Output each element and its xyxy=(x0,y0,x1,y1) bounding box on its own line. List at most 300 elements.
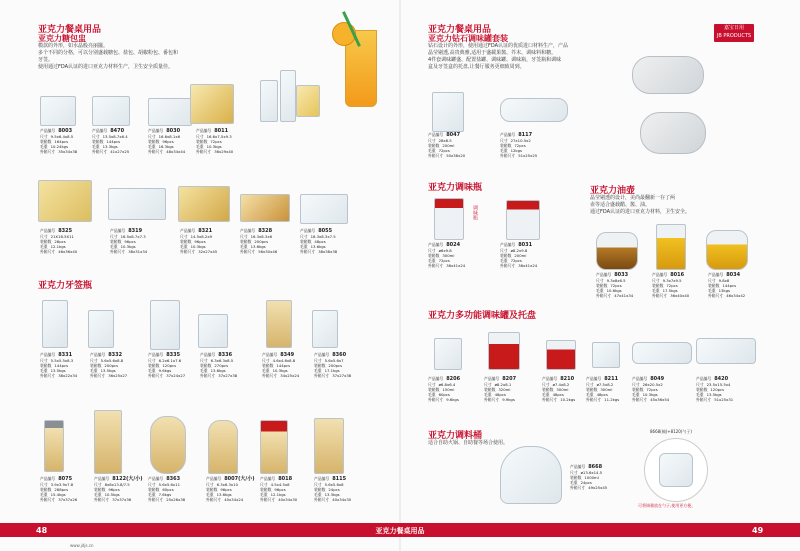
spec-label: 毛重 xyxy=(92,144,100,149)
spec-block-8363 xyxy=(148,476,185,502)
spec-value: 28x8.5 xyxy=(438,138,452,143)
spec-label: 尺寸 xyxy=(632,382,640,387)
spec-label: 产品编号 xyxy=(652,272,668,277)
spec-value: 9.5x6.4x8.5 xyxy=(50,134,74,139)
spec-value: 300ml xyxy=(556,387,569,392)
spec-row xyxy=(94,497,143,502)
spec-value: 12.1kgs xyxy=(50,244,66,249)
spec-row xyxy=(148,497,185,502)
spec-value: 48x34x44 xyxy=(166,149,186,154)
product-image-8016 xyxy=(656,224,686,270)
spec-value: 10.3kgs xyxy=(642,392,658,397)
spec-value: 8011 xyxy=(214,128,229,134)
spec-label: 产品编号 xyxy=(110,228,126,233)
spec-value: 46x36x40 xyxy=(58,249,78,254)
spec-value: 13.6kgs xyxy=(250,244,266,249)
spec-value: 24pcs xyxy=(580,480,592,485)
spec-value: 12.1kgs xyxy=(270,492,286,497)
spec-value: 8325 xyxy=(58,228,73,234)
product-image-8470 xyxy=(92,96,130,126)
spec-label: 产品编号 xyxy=(148,476,164,481)
desc-line: 盒及牙签盒的托盘,让餐厅服务更细致周到。 xyxy=(428,64,525,70)
bucket-combo-note: 可将调羹放在勺子,使用更方便。 xyxy=(638,503,696,508)
spec-value: 8335 xyxy=(166,352,181,358)
spec-row xyxy=(500,263,537,268)
spec-value: 13.5x8.7x6.4 xyxy=(102,134,128,139)
spec-label: 装箱数 xyxy=(542,387,554,392)
spec-row xyxy=(92,149,129,154)
spec-label: 外箱尺寸 xyxy=(148,149,164,154)
spec-label: 产品编号 xyxy=(40,128,56,133)
spec-value: 13.5kgs xyxy=(706,392,722,397)
spec-label: 产品编号 xyxy=(196,128,212,133)
spec-label: 装箱数 xyxy=(484,387,496,392)
product-image-8030 xyxy=(148,98,192,126)
spec-label: 产品编号 xyxy=(206,476,222,481)
website-url-left: www.jdjs.cn xyxy=(70,543,94,548)
spec-value: 72pcs xyxy=(514,143,526,148)
product-image-8210 xyxy=(546,340,576,370)
diamond-set-description xyxy=(428,43,568,71)
spec-value: 26x20.5x2 xyxy=(642,382,663,387)
spec-value: 40x34x30 xyxy=(332,497,352,502)
product-image-8047 xyxy=(432,92,464,132)
spec-label: 外箱尺寸 xyxy=(240,249,256,254)
product-image-8122 xyxy=(94,410,122,474)
spec-row xyxy=(206,497,255,502)
spec-block-8075 xyxy=(40,476,77,502)
spec-value: 6.3x6.3x10 xyxy=(216,482,238,487)
spec-block-8335 xyxy=(148,352,185,378)
page-number-right: 49 xyxy=(752,526,764,535)
footer-title: 亚克力餐桌用品 xyxy=(375,527,425,535)
spec-label: 毛重 xyxy=(314,368,322,373)
spec-block-8336 xyxy=(200,352,237,378)
spec-value: 4.6x4.6x8.8 xyxy=(272,358,296,363)
spec-value: 37x37x36 xyxy=(112,497,132,502)
spec-label: 装箱数 xyxy=(90,363,102,368)
spec-label: 尺寸 xyxy=(148,358,156,363)
product-image-8018 xyxy=(260,420,288,474)
spec-label: 尺寸 xyxy=(696,382,704,387)
spec-label: 尺寸 xyxy=(40,482,48,487)
spec-value: 8207 xyxy=(502,376,517,382)
seasoning-bucket-description: 适合自助火锅、自助餐等场合使用。 xyxy=(428,440,509,446)
spec-label: 尺寸 xyxy=(314,358,322,363)
spec-value: 56x30x46 xyxy=(258,249,278,254)
spec-value: 8319 xyxy=(128,228,143,234)
spec-label: 装箱数 xyxy=(40,139,52,144)
spec-value: 8210 xyxy=(560,376,575,382)
spec-value: 200pcs xyxy=(254,239,269,244)
spec-block-8470 xyxy=(92,128,129,154)
spec-value: 8336 xyxy=(218,352,233,358)
spec-label: 外箱尺寸 xyxy=(428,263,444,268)
product-image-8003 xyxy=(40,96,76,126)
product-image-8336 xyxy=(198,314,228,348)
spec-label: 毛重 xyxy=(94,492,102,497)
spec-value: 16.3x8.3x6 xyxy=(250,234,272,239)
spec-label: 毛重 xyxy=(240,244,248,249)
spec-value: ø7.5x8.2 xyxy=(596,382,614,387)
spec-value: 48pcs xyxy=(494,392,506,397)
spec-block-8047 xyxy=(428,132,465,158)
spec-value: 25x26x38 xyxy=(166,497,186,502)
spec-block-8328 xyxy=(240,228,277,254)
product-image-8075 xyxy=(44,420,64,472)
spec-label: 毛重 xyxy=(300,244,308,249)
spec-label: 尺寸 xyxy=(500,138,508,143)
spec-value: 8055 xyxy=(318,228,333,234)
spec-value: 9.3x7x9.5 xyxy=(662,278,682,283)
spec-value: 40x34x24 xyxy=(224,497,244,502)
spec-row xyxy=(196,149,233,154)
spec-label: 尺寸 xyxy=(484,382,492,387)
spec-label: 装箱数 xyxy=(200,363,212,368)
spec-block-8117 xyxy=(500,132,537,158)
desc-line: 通过FDA认证的进口亚克力材料，卫生安全。 xyxy=(590,209,691,215)
spec-label: 装箱数 xyxy=(314,363,326,368)
spec-label: 产品编号 xyxy=(40,476,56,481)
spec-label: 尺寸 xyxy=(40,134,48,139)
spec-label: 毛重 xyxy=(148,368,156,373)
spec-label: 装箱数 xyxy=(708,283,720,288)
spec-value: 8034 xyxy=(726,272,741,278)
spec-value: 27x10.5x2 xyxy=(510,138,531,143)
spec-value: 34x25x24 xyxy=(280,373,300,378)
spec-value: 18.3x8.3x7.5 xyxy=(310,234,336,239)
spec-label: 装箱数 xyxy=(632,387,644,392)
spec-row xyxy=(596,293,633,298)
spec-value: 9.6kgs xyxy=(158,368,172,373)
spec-value: 3.9x3.9x7.8 xyxy=(50,482,74,487)
spec-value: ø8.2x8.1 xyxy=(494,382,512,387)
spec-label: 尺寸 xyxy=(40,234,48,239)
spec-label: 产品编号 xyxy=(94,476,110,481)
spec-value: 5.6x5.6x8.8 xyxy=(100,358,124,363)
spec-row xyxy=(314,497,351,502)
spec-label: 尺寸 xyxy=(428,382,436,387)
spec-value: 16.6x8.1x6 xyxy=(158,134,180,139)
spec-label: 外箱尺寸 xyxy=(586,397,602,402)
spec-label: 产品编号 xyxy=(586,376,602,381)
spec-row xyxy=(200,373,237,378)
spec-label: 尺寸 xyxy=(652,278,660,283)
spec-label: 装箱数 xyxy=(428,253,440,258)
spec-label: 装箱数 xyxy=(148,487,160,492)
spec-value: 5.6x5.6x11 xyxy=(158,482,180,487)
spec-value: 96pcs xyxy=(220,487,232,492)
spec-label: 尺寸 xyxy=(240,234,248,239)
hero-sugar-box-image xyxy=(260,60,320,130)
spec-label: 装箱数 xyxy=(196,139,208,144)
spec-label: 尺寸 xyxy=(428,248,436,253)
spec-label: 尺寸 xyxy=(148,134,156,139)
spec-value: 16.3kgs xyxy=(158,144,174,149)
spec-label: 外箱尺寸 xyxy=(40,249,56,254)
spec-value: 23.5x15.5x4 xyxy=(706,382,731,387)
spec-value: 38x31x34 xyxy=(128,249,148,254)
section-title-toothpick-holder: 亚克力牙签瓶 xyxy=(38,281,93,291)
product-image-8211 xyxy=(592,342,620,368)
spec-label: 外箱尺寸 xyxy=(570,485,586,490)
product-image-8033 xyxy=(596,232,638,270)
spec-label: 产品编号 xyxy=(596,272,612,277)
spec-value: 200ml xyxy=(442,143,455,148)
spec-label: 毛重 xyxy=(428,392,436,397)
spec-value: 6.3x6.3x8.5 xyxy=(210,358,234,363)
spec-label: 装箱数 xyxy=(314,487,326,492)
spec-label: 外箱尺寸 xyxy=(200,373,216,378)
page-spine xyxy=(399,0,401,551)
spec-value: 8016 xyxy=(670,272,685,278)
spec-value: 12kgs xyxy=(510,148,523,153)
spec-block-8420 xyxy=(696,376,733,402)
spec-value: 15.4kgs xyxy=(50,492,66,497)
spec-label: 外箱尺寸 xyxy=(40,373,56,378)
spec-label: 毛重 xyxy=(180,244,188,249)
spec-value: 5.6x5.6x8 xyxy=(324,482,344,487)
spec-block-8207 xyxy=(484,376,516,402)
product-image-8007 xyxy=(208,420,238,474)
spec-value: 41x27x25 xyxy=(110,149,130,154)
spec-value: 8349 xyxy=(280,352,295,358)
spec-label: 尺寸 xyxy=(180,234,188,239)
spec-value: 51x25x31 xyxy=(714,397,734,402)
product-image-8049 xyxy=(632,342,692,364)
spec-row xyxy=(40,497,77,502)
spec-value: ø13.6x14.5 xyxy=(580,470,603,475)
spec-value: 10.3kgs xyxy=(190,244,206,249)
spec-value: 36x29x40 xyxy=(214,149,234,154)
spec-label: 毛重 xyxy=(314,492,322,497)
spec-value: 144pcs xyxy=(106,139,121,144)
spec-value: 48pcs xyxy=(552,392,564,397)
spec-label: 外箱尺寸 xyxy=(314,497,330,502)
spec-value: 13.3kgs xyxy=(324,492,340,497)
product-image-8328 xyxy=(240,194,290,222)
spec-value: 10.6kgs xyxy=(606,288,622,293)
spec-value: 13.6kgs xyxy=(310,244,326,249)
spec-label: 尺寸 xyxy=(148,482,156,487)
spec-value: 21X18.5X11 xyxy=(50,234,74,239)
spec-label: 装箱数 xyxy=(40,487,52,492)
spec-block-8024 xyxy=(428,242,465,268)
spec-label: 毛重 xyxy=(708,288,716,293)
spec-label: 装箱数 xyxy=(94,487,106,492)
spec-value: 60pcs xyxy=(162,487,174,492)
desc-line: 晶莹剔透,高贵典雅,适用于盛載果酱、芥末、调味料和糖。 xyxy=(428,50,557,56)
bucket-combo-label: 8668(桶)+8120(勺子) xyxy=(650,429,692,434)
spec-block-8319 xyxy=(110,228,147,254)
spec-label: 毛重 xyxy=(500,258,508,263)
spec-value: 40x34x30 xyxy=(278,497,298,502)
spec-value: 8470 xyxy=(110,128,125,134)
spec-value: 13.3kgs xyxy=(102,144,118,149)
spec-value: 10.2kgs xyxy=(560,397,576,402)
spec-value: 8007(大/小) xyxy=(224,476,255,482)
spec-label: 装箱数 xyxy=(240,239,252,244)
spec-value: 24pcs xyxy=(328,487,340,492)
spec-value: 144pcs xyxy=(54,363,69,368)
spec-label: 毛重 xyxy=(196,144,204,149)
spec-label: 毛重 xyxy=(428,258,436,263)
brand-name: 嘉宝日用 xyxy=(723,25,744,31)
spec-label: 外箱尺寸 xyxy=(632,397,648,402)
spec-block-8018 xyxy=(260,476,297,502)
desc-line: 4件套调味罐盛、配置盐罐、调味罐、调味瓶，牙签瓶和调味 xyxy=(428,57,562,63)
spec-label: 毛重 xyxy=(586,392,594,397)
spec-value: 16.5x8.7x7.3 xyxy=(120,234,146,239)
spec-value: 120pcs xyxy=(162,363,177,368)
desc-line: 牙签。 xyxy=(38,57,54,63)
spec-value: 164pcs xyxy=(54,139,69,144)
bucket-detail-circle xyxy=(644,438,708,502)
spec-block-8033 xyxy=(596,272,633,298)
desc-line: 使用通过FDA认证的进口亚克力材料生产，卫生安全质量佳。 xyxy=(38,64,174,70)
spec-value: 36x40x40 xyxy=(670,293,690,298)
spec-row xyxy=(148,149,185,154)
spec-label: 外箱尺寸 xyxy=(484,397,500,402)
spec-label: 装箱数 xyxy=(586,387,598,392)
spec-value: 72pcs xyxy=(210,139,222,144)
spec-value: 35x34x38 xyxy=(58,149,78,154)
product-image-8331 xyxy=(42,300,68,348)
spec-value: 144pcs xyxy=(276,363,291,368)
spec-label: 产品编号 xyxy=(262,352,278,357)
right-page xyxy=(400,0,800,551)
spec-label: 装箱数 xyxy=(652,283,664,288)
spec-label: 产品编号 xyxy=(570,464,586,469)
spec-label: 产品编号 xyxy=(708,272,724,277)
spec-label: 装箱数 xyxy=(206,487,218,492)
section-subtitle-diamond-set: 亚克力钻石调味罐套装 xyxy=(428,34,508,43)
spec-label: 产品编号 xyxy=(484,376,500,381)
spec-label: 产品编号 xyxy=(314,476,330,481)
spec-label: 外箱尺寸 xyxy=(428,397,444,402)
spec-value: 288pcs xyxy=(54,487,69,492)
spec-block-8115 xyxy=(314,476,351,502)
product-image-8349 xyxy=(266,300,292,348)
spec-label: 产品编号 xyxy=(314,352,330,357)
spec-label: 毛重 xyxy=(200,368,208,373)
product-image-8206 xyxy=(434,338,462,370)
spec-value: ø8.2x9.8 xyxy=(510,248,528,253)
spec-label: 尺寸 xyxy=(262,358,270,363)
spec-value: 8049 xyxy=(650,376,665,382)
spec-block-8003 xyxy=(40,128,77,154)
spec-label: 毛重 xyxy=(542,392,550,397)
product-image-8117 xyxy=(500,98,568,122)
spec-value: 17.5kgs xyxy=(662,288,678,293)
spec-value: 320ml xyxy=(498,387,511,392)
page-number-left: 48 xyxy=(36,526,48,535)
product-image-8420 xyxy=(696,338,756,364)
spec-block-8211 xyxy=(586,376,619,402)
spec-value: 37x27x38 xyxy=(332,373,352,378)
desc-line: 晶莹剔透的设计，美尚最翻新一存了两 xyxy=(590,195,676,201)
section-title-seasoning-bucket: 亚克力调料桶 xyxy=(428,431,483,441)
spec-value: 60pcs xyxy=(438,392,450,397)
spec-label: 外箱尺寸 xyxy=(314,373,330,378)
spec-label: 装箱数 xyxy=(570,475,582,480)
spec-value: 8024 xyxy=(446,242,461,248)
section-title-seasoning-bottle: 亚克力调味瓶 xyxy=(428,183,483,193)
product-image-8332 xyxy=(88,310,114,348)
spec-row xyxy=(428,153,465,158)
spec-value: 72pcs xyxy=(438,258,450,263)
spec-value: 72pcs xyxy=(666,283,678,288)
spec-value: 4.5x4.5x8 xyxy=(270,482,290,487)
spec-value: 120pcs xyxy=(710,387,725,392)
spec-block-8360 xyxy=(314,352,351,378)
spec-label: 外箱尺寸 xyxy=(92,149,108,154)
spec-row xyxy=(708,293,745,298)
spec-value: 8030 xyxy=(166,128,181,134)
product-image-8031 xyxy=(506,200,540,240)
spec-value: 8363 xyxy=(166,476,181,482)
spec-value: 37x37x26 xyxy=(58,497,78,502)
spec-label: 毛重 xyxy=(40,492,48,497)
spec-label: 装箱数 xyxy=(428,143,440,148)
spec-value: ø6x9.8 xyxy=(438,248,452,253)
spec-label: 产品编号 xyxy=(542,376,558,381)
spec-block-8049 xyxy=(632,376,669,402)
diamond-set-image-b xyxy=(640,112,706,154)
spec-label: 装箱数 xyxy=(300,239,312,244)
spec-label: 产品编号 xyxy=(260,476,276,481)
spec-value: 270pcs xyxy=(214,363,229,368)
spec-row xyxy=(110,249,147,254)
spec-value: 37x24x27 xyxy=(166,373,186,378)
spec-label: 外箱尺寸 xyxy=(428,153,444,158)
spec-value: 8003 xyxy=(58,128,73,134)
spec-label: 外箱尺寸 xyxy=(500,263,516,268)
spec-value: 6.2x6.1x7.6 xyxy=(158,358,182,363)
spec-label: 产品编号 xyxy=(200,352,216,357)
spec-block-8668 xyxy=(570,464,607,490)
spec-label: 装箱数 xyxy=(40,239,52,244)
spec-value: 17.1kgs xyxy=(324,368,340,373)
spec-label: 产品编号 xyxy=(500,132,516,137)
spec-row xyxy=(586,397,619,402)
spec-label: 产品编号 xyxy=(148,352,164,357)
spec-label: 产品编号 xyxy=(428,132,444,137)
spec-label: 外箱尺寸 xyxy=(196,149,212,154)
spec-label: 产品编号 xyxy=(40,352,56,357)
spec-value: 38x38x38 xyxy=(318,249,338,254)
spec-value: 13.6kgs xyxy=(216,492,232,497)
spec-value: ø7.4x8.2 xyxy=(552,382,570,387)
spec-label: 装箱数 xyxy=(500,253,512,258)
spec-block-8011 xyxy=(196,128,233,154)
spec-row xyxy=(40,149,77,154)
product-image-8325 xyxy=(38,180,92,222)
spec-label: 外箱尺寸 xyxy=(110,249,126,254)
product-image-8207 xyxy=(488,332,520,370)
spec-value: 45x36x54 xyxy=(650,397,670,402)
spec-value: 10.5kgs xyxy=(104,492,120,497)
spec-label: 尺寸 xyxy=(94,482,102,487)
spec-value: 200ml xyxy=(514,253,527,258)
spec-label: 外箱尺寸 xyxy=(94,497,110,502)
hero-juice-glass-image xyxy=(320,10,390,110)
spec-label: 外箱尺寸 xyxy=(300,249,316,254)
spec-label: 毛重 xyxy=(632,392,640,397)
spec-value: 48pcs xyxy=(314,239,326,244)
spec-label: 产品编号 xyxy=(500,242,516,247)
spec-value: 36x41x24 xyxy=(446,263,466,268)
